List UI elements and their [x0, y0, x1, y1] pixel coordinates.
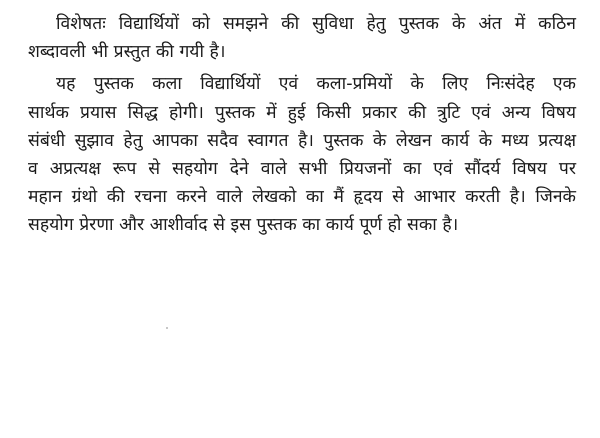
- text-line: व अप्रत्यक्ष रूप से सहयोग देने वाले सभी प्रियजनों का एवं सौंदर्य विषय पर: [28, 159, 576, 180]
- text-line: संबंधी सुझाव हेतु आपका सदैव स्वागत है। पुस्तक के लेखन कार्य के मध्य प्रत्यक्ष: [28, 130, 576, 151]
- text-line: महान ग्रंथो की रचना करने वाले लेखको का मैं हृदय से आभार करती है। जिनके: [28, 187, 576, 208]
- scan-speck: [166, 327, 168, 329]
- text-line: यह पुस्तक कला विद्यार्थियों एवं कला-प्रमियों के लिए निःसंदेह एक: [56, 74, 576, 95]
- paragraph-1: [28, 10, 576, 66]
- text-line: सहयोग प्रेरणा और आशीर्वाद से इस पुस्तक का कार्य पूर्ण हो सका है।: [28, 215, 459, 236]
- text-line: सार्थक प्रयास सिद्ध होगी। पुस्तक में हुई किसी प्रकार की त्रुटि एवं अन्य विषय: [28, 102, 576, 123]
- body-text: [28, 10, 576, 240]
- paragraph-2: [28, 70, 576, 239]
- text-line: शब्दावली भी प्रस्तुत की गयी है।: [28, 42, 226, 63]
- text-line: विशेषतः विद्यार्थियों को समझने की सुविधा हेतु पुस्तक के अंत में कठिन: [56, 14, 576, 34]
